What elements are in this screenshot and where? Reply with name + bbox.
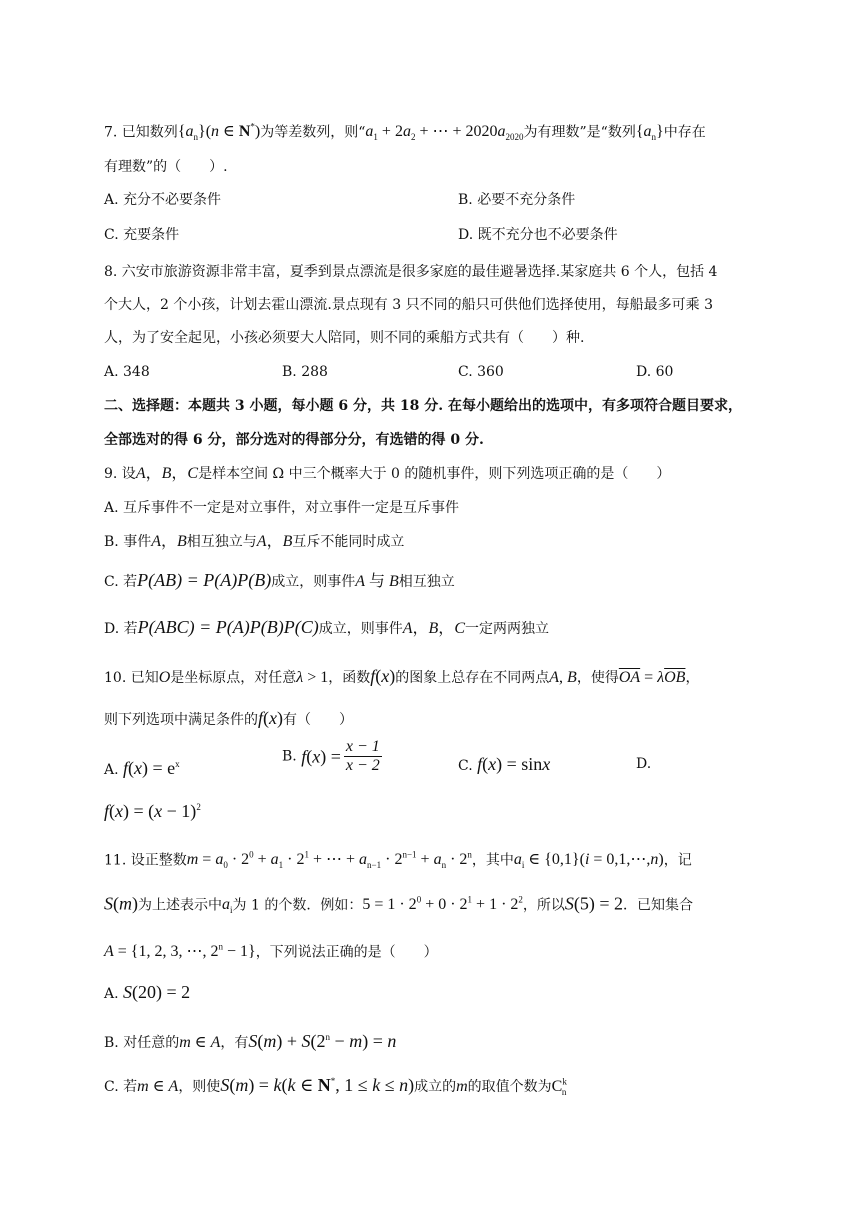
q10-option-a[interactable]: A. $f(x) = e^x$ [104, 758, 180, 778]
q11-option-c[interactable]: C. 若m ∈ A，则使S(m) = k(k ∈ N*, 1 ≤ k ≤ n)成立的m的取值个数为$C^k_n$ [104, 1075, 567, 1098]
section2-heading-line2: 全部选对的得 6 分，部分选对的得部分分，有选错的得 0 分. [104, 432, 484, 448]
q10-fraction: $\frac{x - 1}{x - 2}$ [345, 738, 380, 774]
q7-option-c[interactable]: C. 充要条件 [104, 227, 180, 243]
q9-option-d[interactable]: D. 若P(ABC) = P(A)P(B)P(C)成立，则事件A，B，C一定两两独立 [104, 617, 549, 637]
q9-option-a[interactable]: A. 互斥事件不一定是对立事件，对立事件一定是互斥事件 [104, 500, 460, 516]
section2-heading-line1: 二、选择题：本题共 3 小题，每小题 6 分，共 18 分. 在每小题给出的选项中，有多项符合题目要求， [104, 398, 742, 414]
q11-stem-line3: A = {1, 2, 3, ⋯, $2^n - 1$}，下列说法正确的是（ ） [104, 942, 438, 961]
q10-option-d-formula: $f(x) = (x - 1)^2$ [104, 801, 201, 821]
q11-option-b[interactable]: B. 对任意的m ∈ A，有$S(m) + S(2^n - m) = n$ [104, 1031, 397, 1051]
q11-stem-line2: S(m)为上述表示中$a_i$为 1 的个数．例如：$5 = 1 \cdot 2^0 + 0 \cdot 2^1 + 1 \cdot 2^2$，所以S(5) = 2．已知集合 [104, 893, 694, 916]
q8-stem-line1: 8. 六安市旅游资源非常丰富，夏季到景点漂流是很多家庭的最佳避暑选择.某家庭共 6 个人，包括 4 [104, 264, 718, 280]
q10-option-b[interactable]: B. f(x) = $\frac{x - 1}{x - 2}$ [282, 738, 380, 774]
q7-stem-line1: 7. 已知数列$\{a_n\}(n$ ∈ N*)为等差数列，则“$a_1 + 2a_2$ + ⋯ + $2020a_{2020}$为有理数”是“数列$\{a_n\}$中存在 [104, 122, 706, 143]
q8-option-d[interactable]: D. 60 [636, 364, 674, 380]
q11-stem-line1: 11. 设正整数$m = a_0 \cdot 2^0 + a_1 \cdot 2^1$ + ⋯ + $a_{n-1} \cdot 2^{n-1} + a_n \cdot 2^n$，其中$a_i$ ∈ {0,1}(i = 0,1,⋯,n)，记 [104, 850, 692, 871]
q9-option-c[interactable]: C. 若P(AB) = P(A)P(B)成立，则事件A 与 B相互独立 [104, 570, 455, 590]
q10-option-d[interactable]: D. [636, 756, 652, 772]
q8-stem-line2: 个大人，2 个小孩，计划去霍山漂流.景点现有 3 只不同的船只可供他们选择使用，每船最多可乘 3 [104, 297, 713, 313]
q7-option-a[interactable]: A. 充分不必要条件 [104, 192, 222, 208]
q10-stem-line1: 10. 已知O是坐标原点，对任意λ > 1，函数f(x)的图象上总存在不同两点A, B，使得$\overline{OA} = \lambda\overline{OB}$， [104, 666, 700, 686]
q7-option-b[interactable]: B. 必要不充分条件 [458, 192, 576, 208]
q10-stem-line2: 则下列选项中满足条件的f(x)有（ ） [104, 708, 354, 728]
q11-option-a[interactable]: A. S(20) = 2 [104, 982, 191, 1002]
q8-option-c[interactable]: C. 360 [458, 364, 504, 380]
q9-stem: 9. 设A，B，C是样本空间 Ω 中三个概率大于 0 的随机事件，则下列选项正确的是（ ） [104, 465, 671, 482]
q8-stem-line3: 人，为了安全起见，小孩必须要大人陪同，则不同的乘船方式共有（ ）种. [104, 330, 585, 346]
q9-option-b[interactable]: B. 事件A，B相互独立与A，B互斥不能同时成立 [104, 533, 405, 550]
q8-option-a[interactable]: A. 348 [104, 364, 150, 380]
q7-option-d[interactable]: D. 既不充分也不必要条件 [458, 227, 618, 243]
q7-stem-line2: 有理数”的（ ）. [104, 159, 228, 175]
q8-option-b[interactable]: B. 288 [282, 364, 328, 380]
q10-option-c[interactable]: C. f(x) = sinx [458, 754, 551, 774]
